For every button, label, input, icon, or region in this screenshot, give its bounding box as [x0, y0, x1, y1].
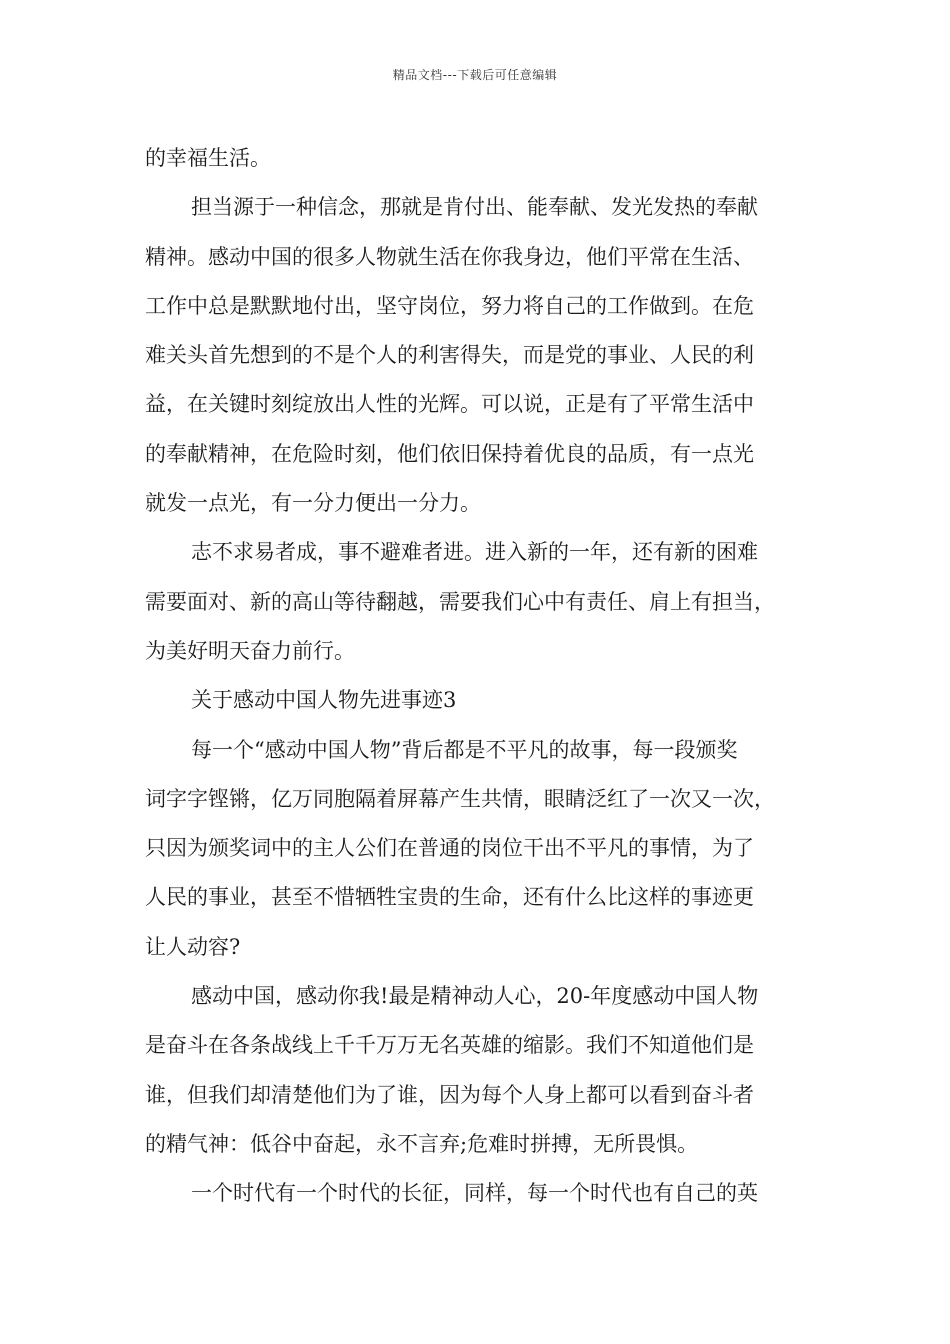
text-line: 感动中国，感动你我!最是精神动人心，20-年度感动中国人物	[191, 984, 759, 1009]
text-line: 就发一点光，有一分力便出一分力。	[145, 491, 481, 516]
text-line: 谁，但我们却清楚他们为了谁，因为每个人身上都可以看到奋斗者	[145, 1082, 754, 1107]
text-line: 志不求易者成，事不避难者进。进入新的一年，还有新的困难	[191, 540, 758, 565]
text-line: 的精气神：低谷中奋起，永不言弃;危难时拼搏，无所畏惧。	[145, 1131, 699, 1156]
text-line: 难关头首先想到的不是个人的利害得失，而是党的事业、人民的利	[145, 343, 754, 368]
text-line: 一个时代有一个时代的长征，同样，每一个时代也有自己的英	[191, 1181, 758, 1206]
text-line: 精神。感动中国的很多人物就生活在你我身边，他们平常在生活、	[145, 244, 754, 269]
text-line: 担当源于一种信念，那就是肯付出、能奉献、发光发热的奉献	[191, 195, 758, 220]
text-line: 人民的事业，甚至不惜牺牲宝贵的生命，还有什么比这样的事迹更	[145, 885, 754, 910]
text-line: 让人动容?	[145, 934, 241, 959]
text-line: 益，在关键时刻绽放出人性的光辉。可以说，正是有了平常生活中	[145, 392, 754, 417]
text-line: 只因为颁奖词中的主人公们在普通的岗位干出不平凡的事情，为了	[145, 836, 754, 861]
text-line: 的幸福生活。	[145, 146, 271, 170]
document-body	[145, 134, 809, 1219]
text-line: 工作中总是默默地付出，坚守岗位，努力将自己的工作做到。在危	[145, 293, 754, 318]
text-line: 关于感动中国人物先进事迹3	[191, 688, 457, 713]
text-line: 需要面对、新的高山等待翻越，需要我们心中有责任、肩上有担当，	[145, 589, 775, 614]
text-line: 每一个“感动中国人物”背后都是不平凡的故事，每一段颁奖	[191, 737, 738, 762]
page-header: 精品文档---下载后可任意编辑	[392, 68, 558, 82]
text-line: 为美好明天奋力前行。	[145, 638, 355, 663]
text-line: 词字字铿锵，亿万同胞隔着屏幕产生共情，眼睛泛红了一次又一次，	[145, 786, 775, 811]
text-line: 的奉献精神，在危险时刻，他们依旧保持着优良的品质，有一点光	[145, 441, 754, 466]
text-line: 是奋斗在各条战线上千千万万无名英雄的缩影。我们不知道他们是	[145, 1033, 754, 1058]
